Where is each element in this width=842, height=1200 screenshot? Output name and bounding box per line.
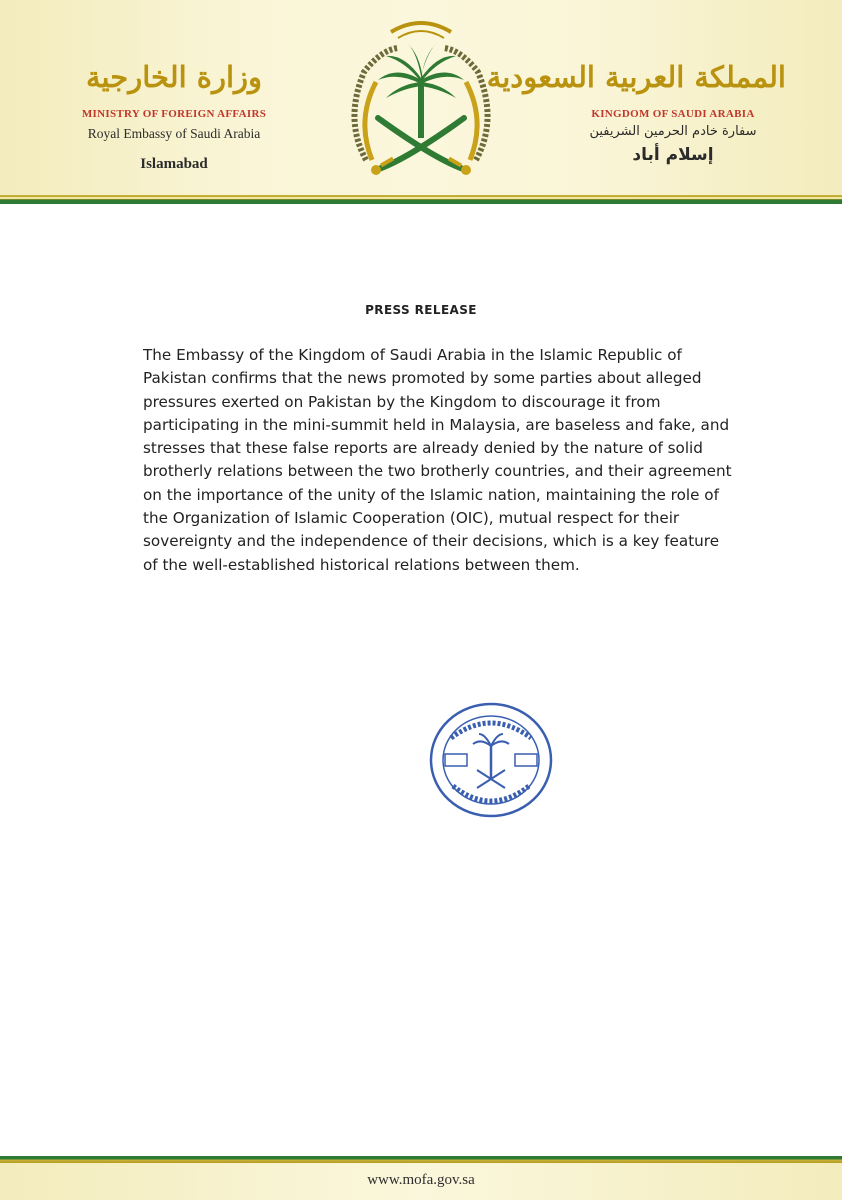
letterhead-footer [0, 1163, 842, 1200]
document-title: PRESS RELEASE [365, 303, 477, 317]
website-link[interactable]: www.mofa.gov.sa [367, 1172, 475, 1188]
city-name: Islamabad [140, 156, 208, 172]
city-arabic-name: إسلام أباد [632, 145, 714, 165]
header-divider [0, 195, 842, 204]
embassy-stamp-icon [425, 698, 557, 822]
kingdom-block [486, 58, 786, 165]
embassy-name: Royal Embassy of Saudi Arabia [87, 126, 261, 141]
ministry-title: MINISTRY OF FOREIGN AFFAIRS [81, 108, 267, 120]
footer-divider [0, 1156, 842, 1163]
ministry-arabic-name: وزارة الخارجية [85, 60, 263, 94]
press-release-body: The Embassy of the Kingdom of Saudi Arabia in the Islamic Republic of Pakistan confirms that the news promoted by some parties about alleged pressures exerted on Pakistan by the Kingdom to discourage it from participating in the mini-summit held in Malaysia, are baseless and fake, and stresses that these false reports are already denied by the nature of solid brotherly relations between the two brotherly countries, and their agreement on the importance of the unity of the Islamic nation, maintaining the role of the Organization of Islamic Cooperation (OIC), mutual respect for their sovereignty and the independence of their decisions, which is a key feature of the well-established historical relations between them. [143, 346, 732, 574]
saudi-emblem-icon [336, 10, 506, 190]
kingdom-arabic-name: المملكة العربية السعودية [486, 60, 786, 94]
kingdom-title: KINGDOM OF SAUDI ARABIA [591, 108, 755, 120]
letterhead-header [0, 0, 842, 196]
ministry-block [60, 58, 288, 173]
embassy-arabic-name: سفارة خادم الحرمين الشريفين [589, 124, 757, 139]
